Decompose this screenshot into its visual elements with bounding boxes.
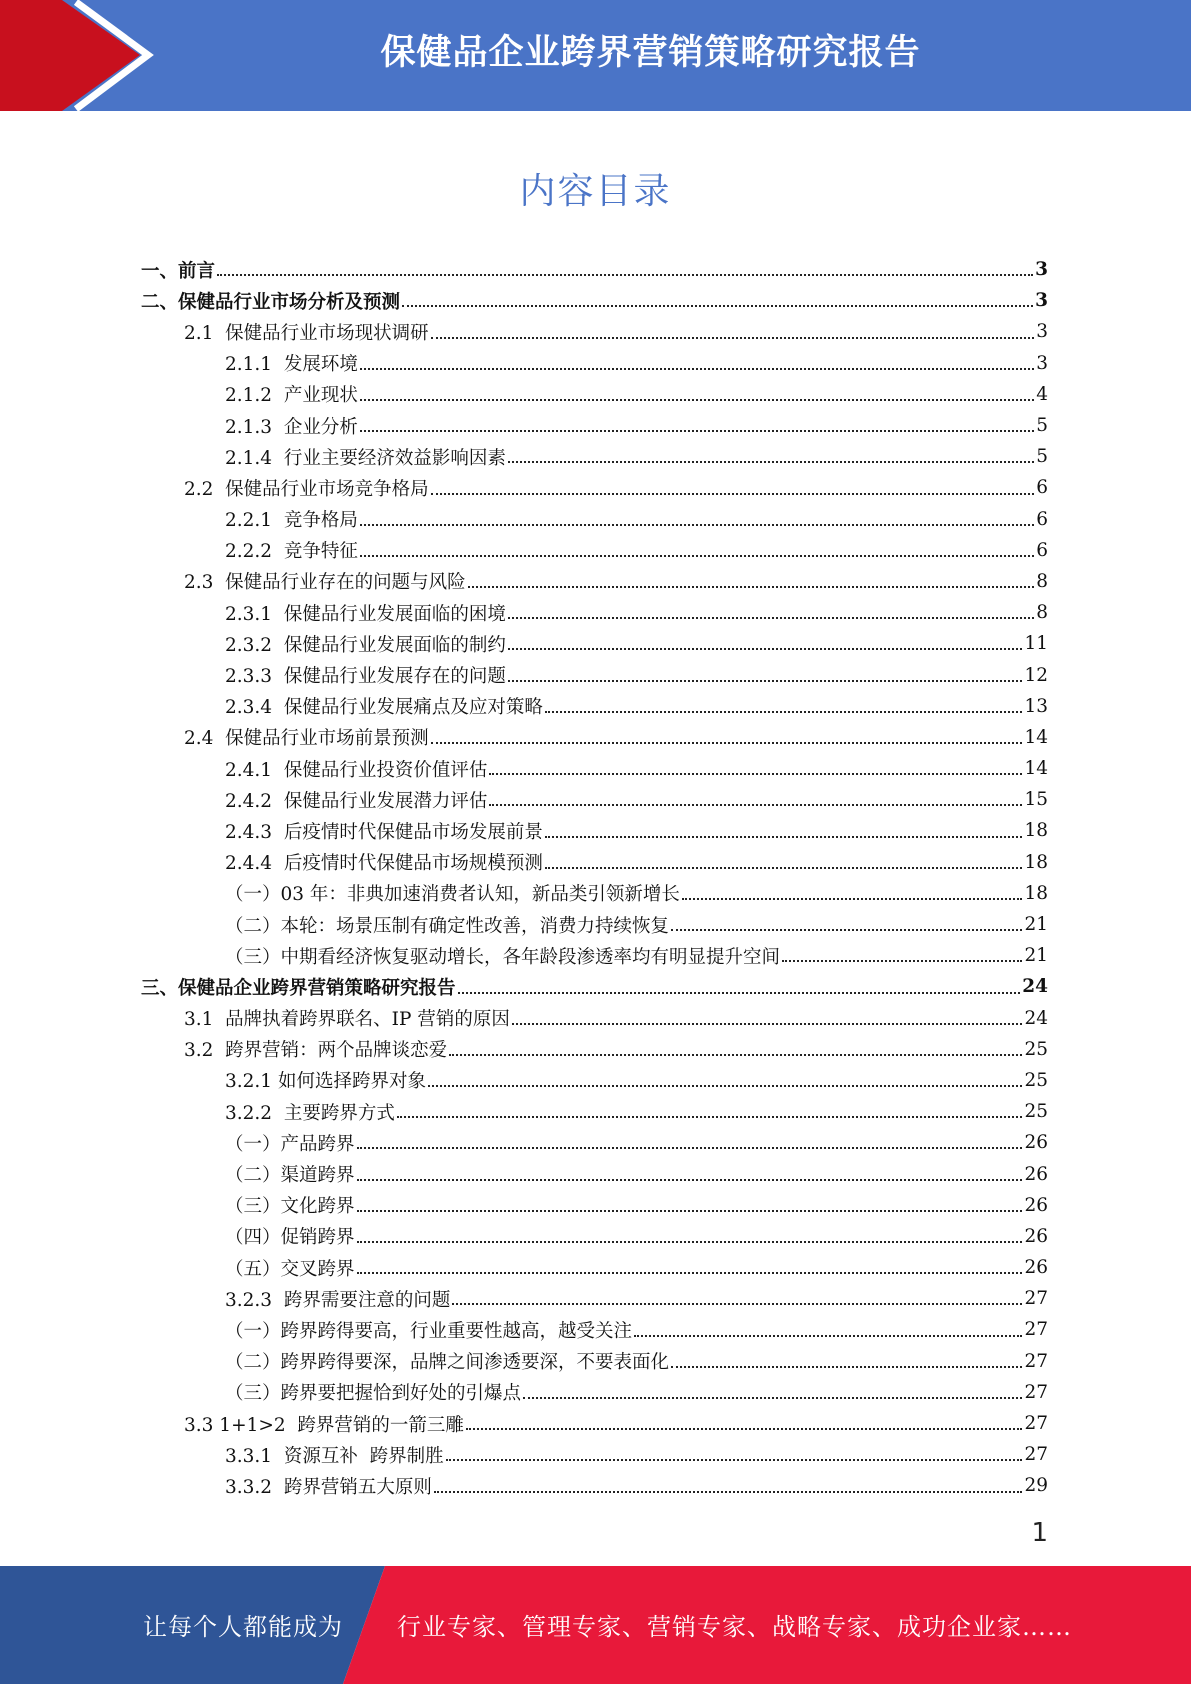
- dot-leader: [428, 1073, 1022, 1087]
- toc-entry[interactable]: [141, 535, 1048, 566]
- toc-entry-page: 6: [1036, 508, 1048, 530]
- toc-entry-page: 27: [1024, 1288, 1048, 1310]
- dot-leader: [452, 1291, 1022, 1305]
- toc-entry-label: 2.2 保健品行业市场竞争格局: [184, 478, 429, 500]
- toc-entry-page: 24: [1022, 976, 1048, 998]
- dot-leader: [468, 574, 1035, 588]
- dot-leader: [545, 855, 1023, 869]
- toc-entry-label: 2.1.3 企业分析: [225, 416, 358, 438]
- dot-leader: [458, 980, 1021, 994]
- toc-entry-page: 12: [1024, 664, 1048, 686]
- dot-leader: [682, 886, 1023, 900]
- toc-entry-page: 26: [1024, 1194, 1048, 1216]
- toc-entry-label: 3.1 品牌执着跨界联名、IP 营销的原因: [184, 1009, 510, 1031]
- toc-entry[interactable]: [141, 285, 1048, 316]
- toc-entry[interactable]: [141, 1252, 1048, 1283]
- toc-entry-label: 二、保健品行业市场分析及预测: [141, 291, 401, 313]
- toc-entry-page: 25: [1024, 1038, 1048, 1060]
- dot-leader: [434, 1479, 1023, 1493]
- toc-entry[interactable]: [141, 722, 1048, 753]
- toc-entry-label: （三）中期看经济恢复驱动增长，各年龄段渗透率均有明显提升空间: [225, 946, 781, 968]
- toc-entry-page: 26: [1024, 1132, 1048, 1154]
- toc-entry-label: 2.4.1 保健品行业投资价值评估: [225, 759, 488, 781]
- toc-entry[interactable]: [141, 1439, 1048, 1470]
- dot-leader: [508, 668, 1023, 682]
- dot-leader: [217, 262, 1033, 276]
- toc-entry[interactable]: [141, 1127, 1048, 1158]
- toc-entry[interactable]: [141, 504, 1048, 535]
- dot-leader: [431, 730, 1023, 744]
- toc-entry-page: 14: [1024, 758, 1048, 780]
- toc-entry[interactable]: [141, 1096, 1048, 1127]
- toc-heading: 内容目录: [519, 171, 672, 212]
- dot-leader: [545, 824, 1023, 838]
- toc-entry-page: 3: [1035, 290, 1048, 312]
- toc-entry[interactable]: [141, 847, 1048, 878]
- toc-entry-label: （三）文化跨界: [225, 1196, 355, 1218]
- toc-entry[interactable]: [141, 441, 1048, 472]
- toc-entry-label: 2.4 保健品行业市场前景预测: [184, 728, 429, 750]
- dot-leader: [446, 1447, 1023, 1461]
- dot-leader: [360, 418, 1034, 432]
- dot-leader: [634, 1323, 1022, 1337]
- header-banner: [0, 0, 1191, 111]
- toc-entry-label: 3.2 跨界营销：两个品牌谈恋爱: [184, 1040, 448, 1062]
- dot-leader: [466, 1416, 1023, 1430]
- toc-entry-page: 29: [1024, 1475, 1048, 1497]
- toc-entry-page: 5: [1036, 446, 1048, 468]
- toc-entry[interactable]: [141, 940, 1048, 971]
- toc-entry[interactable]: [141, 1003, 1048, 1034]
- dot-leader: [431, 481, 1035, 495]
- toc-entry-label: （一）03 年：非典加速消费者认知，新品类引领新增长: [225, 884, 680, 906]
- toc-entry[interactable]: [141, 348, 1048, 379]
- dot-leader: [357, 1167, 1023, 1181]
- toc-entry-page: 4: [1036, 383, 1048, 405]
- toc-entry-label: 2.2.1 竞争格局: [225, 510, 358, 532]
- toc-entry-label: 2.3.2 保健品行业发展面临的制约: [225, 634, 506, 656]
- dot-leader: [431, 325, 1035, 339]
- dot-leader: [508, 636, 1023, 650]
- toc-entry-label: 2.1.2 产业现状: [225, 385, 358, 407]
- toc-entry[interactable]: [141, 472, 1048, 503]
- footer-banner: [0, 1566, 1191, 1684]
- dot-leader: [545, 699, 1023, 713]
- toc-entry-label: （二）跨界跨得要深，品牌之间渗透要深，不要表面化: [225, 1352, 670, 1374]
- dot-leader: [357, 1229, 1023, 1243]
- dot-leader: [512, 1011, 1023, 1025]
- dot-leader: [508, 449, 1034, 463]
- toc-entry[interactable]: [141, 971, 1048, 1002]
- toc-entry[interactable]: [141, 628, 1048, 659]
- dot-leader: [489, 761, 1022, 775]
- dot-leader: [397, 1104, 1023, 1118]
- toc-entry-page: 25: [1024, 1069, 1048, 1091]
- dot-leader: [782, 948, 1022, 962]
- toc-entry-label: 2.3.3 保健品行业发展存在的问题: [225, 666, 506, 688]
- footer-slogan-right: 行业专家、管理专家、营销专家、战略专家、成功企业家……: [397, 1613, 1072, 1641]
- report-title: 保健品企业跨界营销策略研究报告: [380, 33, 921, 73]
- table-of-contents: [141, 254, 1048, 1502]
- toc-entry-label: 2.4.3 后疫情时代保健品市场发展前景: [225, 821, 543, 843]
- toc-entry[interactable]: [141, 909, 1048, 940]
- dot-leader: [360, 356, 1034, 370]
- toc-entry-page: 11: [1024, 633, 1048, 655]
- toc-entry-label: （一）产品跨界: [225, 1133, 355, 1155]
- toc-entry-page: 6: [1036, 539, 1048, 561]
- toc-entry-label: 2.4.2 保健品行业发展潜力评估: [225, 790, 488, 812]
- dot-leader: [360, 512, 1034, 526]
- dot-leader: [402, 293, 1033, 307]
- toc-entry-page: 15: [1024, 789, 1048, 811]
- toc-entry[interactable]: [141, 1470, 1048, 1501]
- toc-entry[interactable]: [141, 597, 1048, 628]
- toc-entry[interactable]: [141, 659, 1048, 690]
- toc-entry-label: （四）促销跨界: [225, 1227, 355, 1249]
- dot-leader: [449, 1042, 1022, 1056]
- toc-entry[interactable]: [141, 784, 1048, 815]
- toc-entry-page: 21: [1024, 945, 1048, 967]
- toc-entry-page: 26: [1024, 1163, 1048, 1185]
- toc-entry-page: 18: [1024, 882, 1048, 904]
- toc-entry-label: 3.2.1 如何选择跨界对象: [225, 1071, 426, 1093]
- toc-entry[interactable]: [141, 1283, 1048, 1314]
- toc-entry-label: 2.1.4 行业主要经济效益影响因素: [225, 447, 506, 469]
- toc-entry-page: 27: [1024, 1381, 1048, 1403]
- toc-entry[interactable]: [141, 1034, 1048, 1065]
- toc-entry-label: 2.4.4 后疫情时代保健品市场规模预测: [225, 853, 543, 875]
- toc-entry[interactable]: [141, 815, 1048, 846]
- toc-entry[interactable]: [141, 254, 1048, 285]
- toc-entry[interactable]: [141, 316, 1048, 347]
- dot-leader: [671, 917, 1022, 931]
- toc-entry[interactable]: [141, 878, 1048, 909]
- toc-entry[interactable]: [141, 691, 1048, 722]
- toc-entry[interactable]: [141, 1190, 1048, 1221]
- toc-entry-page: 3: [1036, 352, 1048, 374]
- toc-entry-label: 2.3.1 保健品行业发展面临的困境: [225, 603, 506, 625]
- toc-entry-page: 27: [1024, 1319, 1048, 1341]
- toc-entry[interactable]: [141, 1158, 1048, 1189]
- toc-entry-label: 2.2.2 竞争特征: [225, 541, 358, 563]
- toc-entry-label: 一、前言: [141, 260, 216, 282]
- dot-leader: [489, 792, 1022, 806]
- toc-entry-page: 8: [1036, 602, 1048, 624]
- toc-entry-label: 3.3.2 跨界营销五大原则: [225, 1476, 432, 1498]
- dot-leader: [357, 1260, 1023, 1274]
- toc-entry[interactable]: [141, 753, 1048, 784]
- toc-entry[interactable]: [141, 1221, 1048, 1252]
- toc-entry-label: 3.3 1+1>2 跨界营销的一箭三雕: [184, 1414, 464, 1436]
- dot-leader: [357, 1198, 1023, 1212]
- page-number: 1: [1031, 1518, 1048, 1548]
- dot-leader: [360, 387, 1034, 401]
- toc-entry-page: 24: [1024, 1007, 1048, 1029]
- toc-entry[interactable]: [141, 410, 1048, 441]
- toc-entry-page: 21: [1024, 914, 1048, 936]
- toc-entry-page: 5: [1036, 415, 1048, 437]
- toc-entry-label: （五）交叉跨界: [225, 1258, 355, 1280]
- dot-leader: [523, 1385, 1022, 1399]
- toc-entry-page: 26: [1024, 1257, 1048, 1279]
- toc-entry[interactable]: [141, 1065, 1048, 1096]
- toc-entry-label: 三、保健品企业跨界营销策略研究报告: [141, 977, 456, 999]
- toc-entry-page: 6: [1036, 477, 1048, 499]
- toc-entry-label: 2.1.1 发展环境: [225, 354, 358, 376]
- toc-entry-label: 3.2.3 跨界需要注意的问题: [225, 1289, 451, 1311]
- toc-entry[interactable]: [141, 1377, 1048, 1408]
- toc-entry-page: 27: [1024, 1444, 1048, 1466]
- toc-entry-page: 8: [1036, 570, 1048, 592]
- toc-entry-label: 3.3.1 资源互补 跨界制胜: [225, 1445, 444, 1467]
- toc-entry-page: 13: [1024, 695, 1048, 717]
- dot-leader: [508, 605, 1034, 619]
- toc-entry-page: 25: [1024, 1101, 1048, 1123]
- toc-entry-page: 26: [1024, 1225, 1048, 1247]
- toc-entry-label: 2.3.4 保健品行业发展痛点及应对策略: [225, 697, 543, 719]
- toc-entry-page: 27: [1024, 1350, 1048, 1372]
- toc-entry-label: （一）跨界跨得要高，行业重要性越高，越受关注: [225, 1320, 633, 1342]
- toc-entry-page: 3: [1036, 321, 1048, 343]
- dot-leader: [671, 1354, 1022, 1368]
- toc-entry[interactable]: [141, 379, 1048, 410]
- toc-entry-page: 14: [1024, 726, 1048, 748]
- toc-entry-label: 2.1 保健品行业市场现状调研: [184, 322, 429, 344]
- toc-entry-label: （二）渠道跨界: [225, 1165, 355, 1187]
- toc-entry[interactable]: [141, 1346, 1048, 1377]
- dot-leader: [360, 543, 1034, 557]
- toc-entry[interactable]: [141, 566, 1048, 597]
- toc-entry-page: 18: [1024, 851, 1048, 873]
- toc-entry[interactable]: [141, 1408, 1048, 1439]
- toc-entry-label: 3.2.2 主要跨界方式: [225, 1102, 395, 1124]
- toc-entry-label: （三）跨界要把握恰到好处的引爆点: [225, 1383, 522, 1405]
- toc-entry-page: 18: [1024, 820, 1048, 842]
- footer-slogan-left: 让每个人都能成为: [143, 1613, 343, 1641]
- toc-entry-page: 3: [1035, 259, 1048, 281]
- dot-leader: [357, 1135, 1023, 1149]
- toc-entry[interactable]: [141, 1314, 1048, 1345]
- chevron-arrow-icon: [0, 0, 170, 111]
- toc-entry-label: （二）本轮：场景压制有确定性改善，消费力持续恢复: [225, 915, 670, 937]
- toc-entry-page: 27: [1024, 1413, 1048, 1435]
- toc-entry-label: 2.3 保健品行业存在的问题与风险: [184, 572, 466, 594]
